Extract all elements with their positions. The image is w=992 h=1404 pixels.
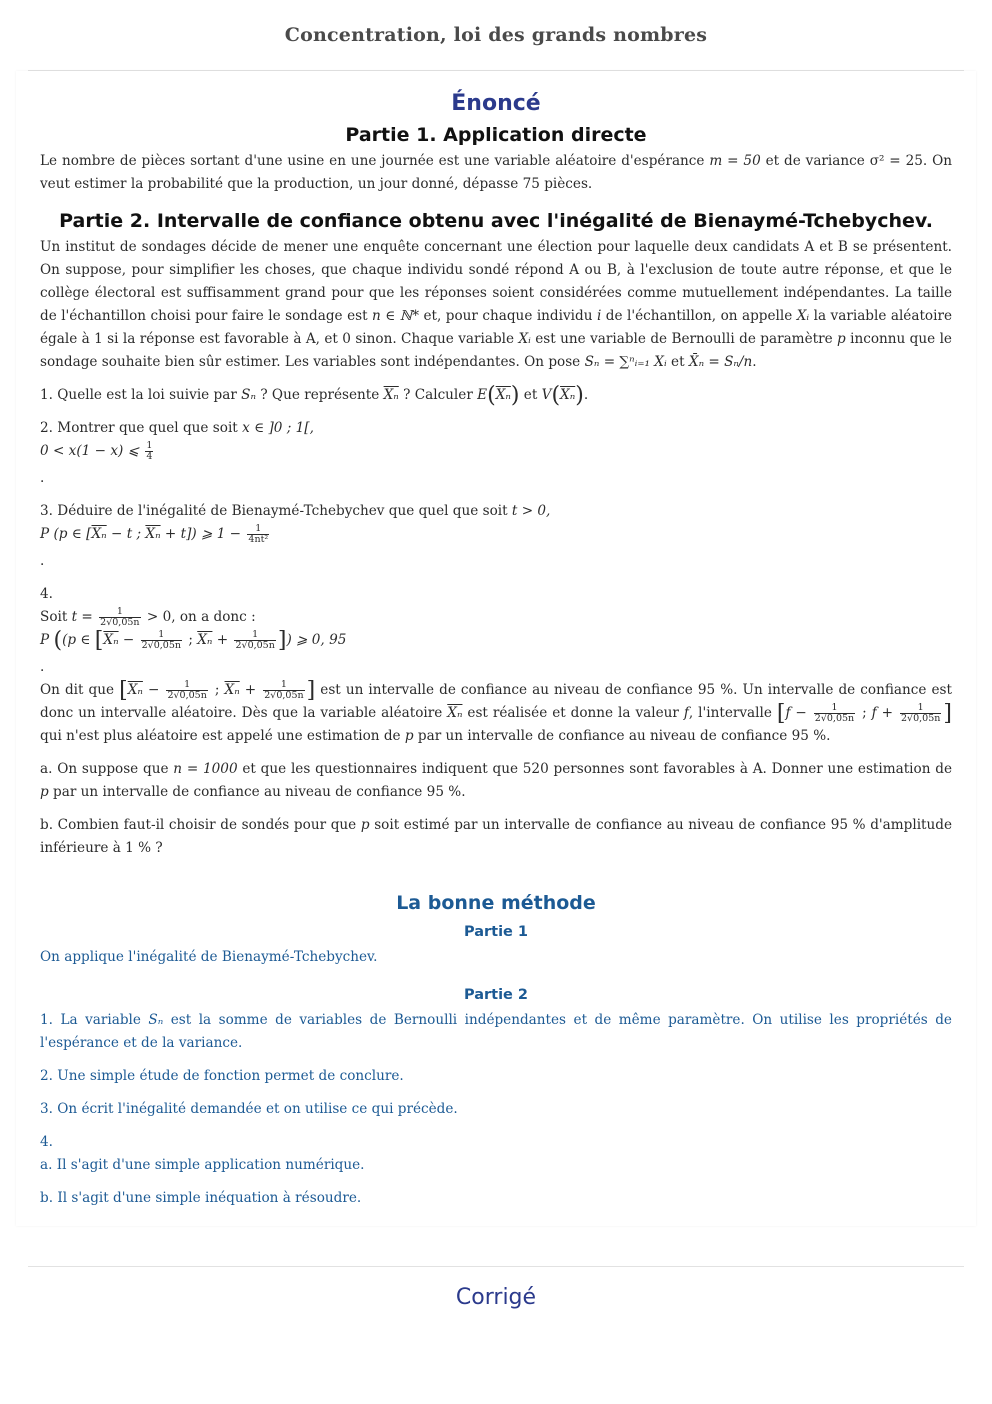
- question-4a: a. On suppose que n = 1000 et que les questionnaires indiquent que 520 personnes sont favorables à A. Donner une estimation de p par un intervalle de confiance au niveau de confiance 95 %.: [40, 761, 953, 800]
- method-step-3: 3. On écrit l'inégalité demandée et on utilise ce qui précède.: [40, 1101, 458, 1117]
- q2-inequality: 0 < x(1 − x) ⩽: [40, 443, 140, 459]
- method-heading: La bonne méthode: [396, 892, 596, 914]
- method-part2-title: Partie 2: [463, 987, 529, 1003]
- method-step-4a: a. Il s'agit d'une simple application numérique.: [40, 1157, 365, 1173]
- method-step-2: 2. Une simple étude de fonction permet de conclure.: [40, 1068, 404, 1084]
- method-section: [40, 892, 952, 1226]
- fraction-q3: $\frac{1}{\text{4nt²}}$: [248, 523, 269, 545]
- part2-title: Partie 2. Intervalle de confiance obtenu avec l'inégalité de Bienaymé-Tchebychev.: [59, 210, 933, 232]
- fraction-quarter: $\frac{1}{4}$: [146, 440, 153, 462]
- page-title: Concentration, loi des grands nombres: [284, 24, 708, 46]
- method-part1-title: Partie 1: [463, 924, 529, 940]
- exercise-sheet: [16, 71, 976, 1226]
- question-3: 3. Déduire de l'inégalité de Bienaymé-Tchebychev que quel que soit t > 0, P (p ∈ [$\overline{X_n} - t$ ; $\overline{X_n} + t$]) ⩾ 1 − $\frac{1}{\text{4nt²}}$ .: [40, 503, 551, 569]
- section-divider: [28, 1266, 964, 1267]
- part2-intro: Un institut de sondages décide de mener une enquête concernant une élection pour laquelle deux candidats A et B se présentent. On suppose, pour simplifier les choses, que chaque individu sondé répond A ou B, à l'exclusion de toute autre réponse, et que le collège électoral est suffisamment grand pour que les réponses soient considérées comme mutuellement indépendantes. La taille de l'échantillon choisi pour faire le sondage est n ∈ ℕ* et, pour chaque individu i de l'échantillon, on appelle Xᵢ la variable aléatoire égale à 1 si la réponse est favorable à A, et 0 sinon. Chaque variable Xᵢ est une variable de Bernoulli de paramètre p inconnu que le sondage souhaite bien sûr estimer. Les variables sont indépendantes. On pose Sₙ = ∑ⁿᵢ₌₁ Xᵢ et X̄ₙ = Sₙ/n.: [40, 239, 952, 370]
- part1-text: Le nombre de pièces sortant d'une usine en une journée est une variable aléatoire d'espérance m = 50 et de variance σ² = 25. On veut estimer la probabilité que la production, un jour donné, dépasse 75 pièces.: [40, 153, 953, 192]
- enonce-heading: Énoncé: [451, 91, 541, 116]
- question-4b: b. Combien faut-il choisir de sondés pour que p soit estimé par un intervalle de confiance au niveau de confiance 95 % d'amplitude inférieure à 1 % ?: [40, 817, 953, 856]
- part1-title: Partie 1. Application directe: [345, 124, 647, 146]
- method-step-1: 1. La variable Sₙ est la somme de variables de Bernoulli indépendantes et de même paramètre. On utilise les propriétés de l'espérance et de la variance.: [40, 1012, 952, 1051]
- page-header: [28, 0, 964, 71]
- question-2: 2. Montrer que quel que soit x ∈ ]0 ; 1[, 0 < x(1 − x) ⩽ $\frac{1}{4}$ .: [40, 420, 314, 486]
- question-1: 1. Quelle est la loi suivie par Sₙ ? Que représente $\overline{X_n}$ ? Calculer $E(\overline{X_n})$ et $V(\overline{X_n})$.: [40, 383, 589, 408]
- method-step-4: 4.: [40, 1134, 53, 1150]
- confidence-interval-text: On dit que [$\overline{X_n}$ − $\frac{1}{2√0,05n}$ ; $\overline{X_n}$ + $\frac{1}{2√0,05n}$ ] est un intervalle de confiance au niveau de confiance 95 %. Un intervalle de confiance est donc un intervalle aléatoire. Dès que la variable aléatoire $\overline{X_n}$ est réalisée et donne la valeur f, l'intervalle [f − $\frac{1}{2√0,05n}$ ; f + $\frac{1}{2√0,05n}$ ] qui n'est plus aléatoire est appelé une estimation de p par un intervalle de confiance au niveau de confiance 95 %.: [40, 678, 952, 744]
- corrige-heading: Corrigé: [455, 1285, 537, 1310]
- method-part1-text: On applique l'inégalité de Bienaymé-Tchebychev.: [40, 949, 378, 965]
- question-4: 4. Soit t = $\frac{1}{2√0,05n}$ > 0, on a donc : P ((p ∈ [$\overline{X_n}$ − $\frac{1}{2√0,05n}$ ; $\overline{X_n}$ + $\frac{1}{2√0,05n}$ ]) ⩾ 0, 95 . On dit que [$\overline{X_n}$ − $\frac{1}{2√0,05n}$ ; $\overline{X_n}$ + $\frac{1}{2√0,05n}$ ] est un intervalle de confiance au niveau de confiance 95 %. Un intervalle de confiance est donc un intervalle aléatoire. Dès que la variable aléatoire $\overline{X_n}$ est réalisée et donne la valeur f, l'intervalle [f − $\frac{1}{2√0,05n}$ ; f + $\frac{1}{2√0,05n}$ ] qui n'est plus aléatoire est appelé une estimation de p par un intervalle de confiance au niveau de confiance 95 %.: [40, 583, 952, 748]
- method-step-4b: b. Il s'agit d'une simple inéquation à résoudre.: [40, 1190, 362, 1206]
